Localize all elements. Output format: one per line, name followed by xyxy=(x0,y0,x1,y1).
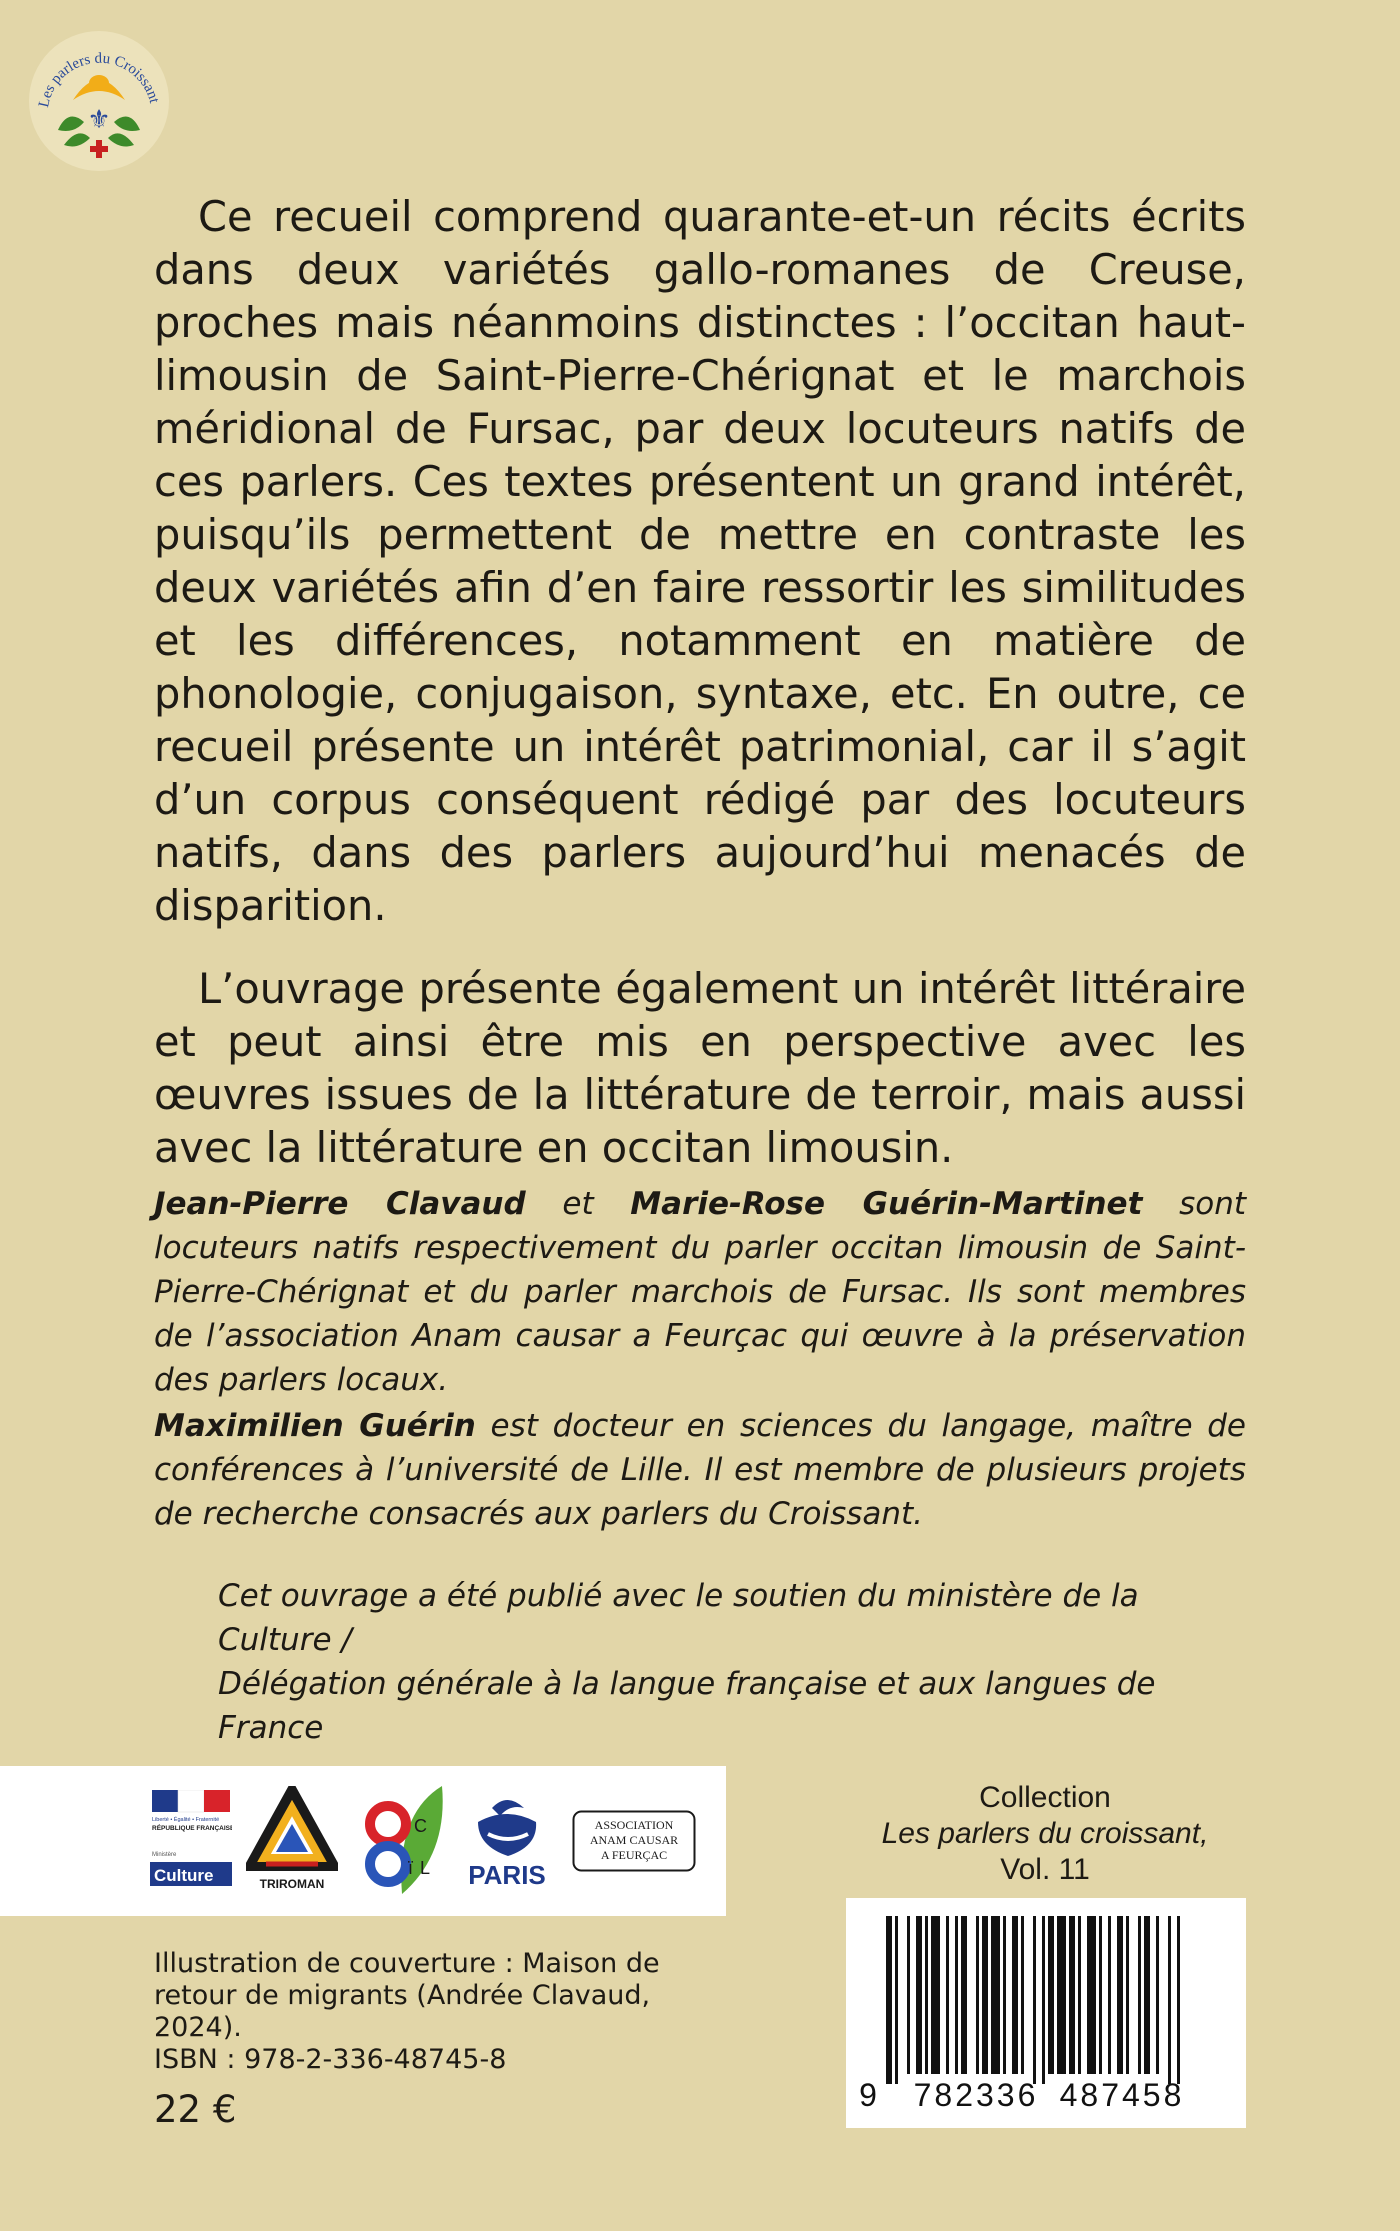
svg-text:RÉPUBLIQUE FRANÇAISE: RÉPUBLIQUE FRANÇAISE xyxy=(152,1825,232,1832)
barcode-bar xyxy=(1048,1916,1054,2074)
ocil-logo xyxy=(362,1784,446,1896)
barcode-bar xyxy=(1078,1916,1081,2074)
barcode-bar xyxy=(895,1916,898,2084)
barcode-bar xyxy=(1126,1916,1129,2074)
blurb-paragraph-2: L’ouvrage présente également un intérêt littéraire et peut ainsi être mis en perspective avec les œuvres issues de la littérature de terroir, mais aussi avec la littérature en occitan limousin. xyxy=(154,964,1246,1172)
blurb-paragraph-1: Ce recueil comprend quarante-et-un récits écrits dans deux variétés gallo-romanes de Creuse, proches mais néanmoins distinctes : l’occitan haut-limousin de Saint-Pierre-Chérignat et le marchois méridional de Fursac, par deux locuteurs natifs de ces parlers. Ces textes présentent un grand intérêt, puisqu’ils permettent de mettre en contraste les deux variétés afin d’en faire ressortir les similitudes et les différences, notamment en matière de phonologie, conjugaison, syntaxe, etc. En outre, ce recueil présente un intérêt patrimonial, car il s’agit d’un corpus conséquent rédigé par des locuteurs natifs, dans des parlers aujourd’hui menacés de disparition. xyxy=(154,192,1246,930)
anam-causar-association-logo xyxy=(572,1810,696,1872)
barcode-bar xyxy=(991,1916,1000,2074)
barcode-digit-first: 9 xyxy=(859,2077,877,2113)
author-bio-2-text: est docteur en sciences du langage, maître de conférences à l’université de Lille. Il est membre de plusieurs projets de recherche consacrés aux parlers du Croissant. xyxy=(154,1408,1246,1532)
collection-label: Collection xyxy=(979,1781,1111,1814)
cover-illustration-credit: Illustration de couverture : Maison de retour de migrants (Andrée Clavaud, 2024). xyxy=(154,1948,660,2043)
barcode-digits-right: 487458 xyxy=(1059,2077,1185,2113)
ministry-culture-logo xyxy=(150,1790,232,1890)
barcode-bar xyxy=(1138,1916,1141,2074)
fleur-de-lis-icon: ⚜ xyxy=(87,105,111,135)
author-bio-1-text: sont locuteurs natifs respectivement du parler occitan limousin de Saint-Pierre-Chérignat et du parler marchois de Fursac. Ils sont membres de l’association Anam causar a Feurçac qui œuvre à la préservation des parlers locaux. xyxy=(154,1186,1246,1398)
price: 22 € xyxy=(154,2088,237,2131)
author-conj: et xyxy=(562,1186,594,1222)
barcode-bar xyxy=(976,1916,979,2074)
barcode-bar xyxy=(982,1916,988,2074)
support-note xyxy=(218,1574,1218,1750)
barcode-bar xyxy=(925,1916,928,2074)
barcode-bar xyxy=(1108,1916,1111,2074)
barcode-bar xyxy=(1117,1916,1123,2074)
support-note-line-2: Délégation générale à la langue française et aux langues de France xyxy=(218,1666,1156,1746)
svg-text:Ministère: Ministère xyxy=(152,1852,177,1858)
barcode-bar xyxy=(1099,1916,1102,2074)
barcode-bar xyxy=(916,1916,922,2074)
barcode-bar xyxy=(1177,1916,1180,2084)
barcode-bar xyxy=(1033,1916,1036,2084)
barcode-bar xyxy=(1087,1916,1096,2074)
svg-text:ANAM CAUSAR: ANAM CAUSAR xyxy=(589,1833,679,1847)
barcode-bar xyxy=(955,1916,958,2074)
svg-text:ï: ï xyxy=(408,1858,414,1878)
paris-logo xyxy=(452,1794,562,1890)
collection-series: Les parlers du croissant, xyxy=(881,1817,1209,1850)
svg-text:Liberté • Égalité • Fraternité: Liberté • Égalité • Fraternité xyxy=(152,1817,220,1823)
support-note-line-1: Cet ouvrage a été publié avec le soutien du ministère de la Culture / xyxy=(218,1578,1139,1658)
partner-logos xyxy=(0,1766,726,1916)
barcode-bar xyxy=(1042,1916,1045,2084)
logo-arc-text: Les parlers du Croissant xyxy=(36,50,163,109)
isbn: ISBN : 978-2-336-48745-8 xyxy=(154,2044,507,2075)
svg-text:ASSOCIATION: ASSOCIATION xyxy=(594,1818,674,1832)
author-bio-1 xyxy=(154,1182,1246,1402)
barcode-bar xyxy=(1003,1916,1006,2074)
barcode-bar xyxy=(907,1916,910,2074)
barcode-bar xyxy=(1144,1916,1150,2074)
svg-text:PARIS: PARIS xyxy=(468,1860,546,1890)
barcode-bar xyxy=(961,1916,967,2074)
collection-volume: Vol. 11 xyxy=(1000,1853,1090,1886)
svg-text:C: C xyxy=(414,1816,427,1836)
author-name-3: Maximilien Guérin xyxy=(154,1408,476,1444)
svg-text:A FEURÇAC: A FEURÇAC xyxy=(600,1848,668,1862)
barcode-digits-left: 782336 xyxy=(913,2077,1039,2113)
collection-info xyxy=(840,1780,1250,1888)
barcode-bar xyxy=(1057,1916,1066,2074)
author-bio-2 xyxy=(154,1404,1246,1536)
barcode-bar xyxy=(946,1916,949,2074)
barcode-bar xyxy=(1021,1916,1024,2074)
barcode-bar xyxy=(1168,1916,1171,2084)
barcode-bar xyxy=(1156,1916,1159,2074)
barcode-bar xyxy=(886,1916,892,2084)
author-name-2: Marie-Rose Guérin-Martinet xyxy=(630,1186,1143,1222)
collection-logo xyxy=(28,30,170,172)
back-cover-blurb xyxy=(154,190,1246,1174)
barcode-bar xyxy=(1069,1916,1075,2074)
barcode-bar xyxy=(931,1916,940,2074)
barcode-bar xyxy=(1012,1916,1018,2074)
triroman-logo xyxy=(246,1786,338,1894)
svg-text:L: L xyxy=(420,1858,431,1878)
svg-text:TRIROMAN: TRIROMAN xyxy=(259,1877,325,1891)
svg-text:Culture: Culture xyxy=(154,1866,214,1885)
author-name-1: Jean-Pierre Clavaud xyxy=(154,1186,526,1222)
barcode xyxy=(846,1898,1246,2128)
